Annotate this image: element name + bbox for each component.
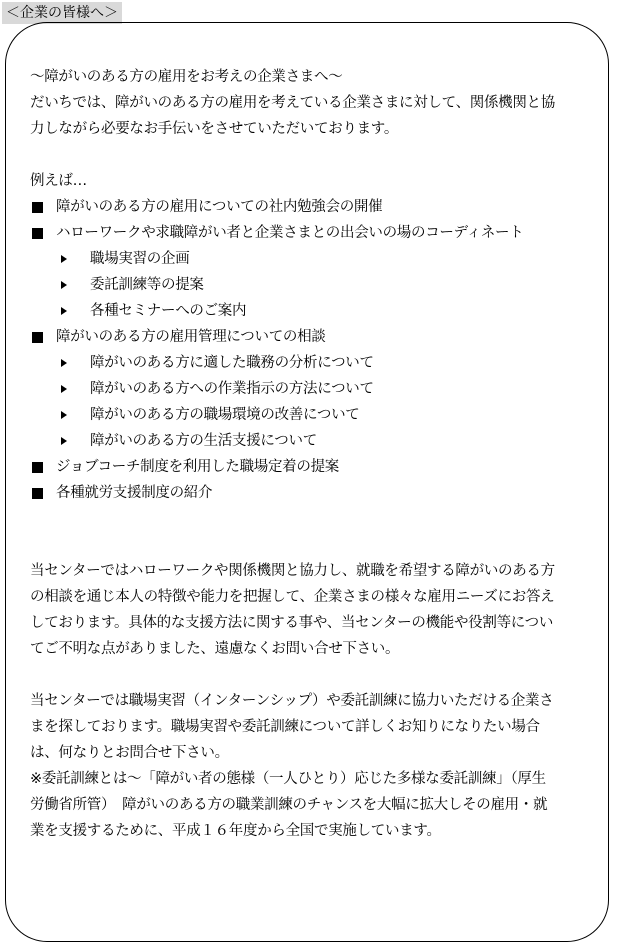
- spacer: [30, 142, 598, 168]
- paragraph-line: の相談を通じ本人の特徴や能力を把握して、企業さまの様々な雇用ニーズにお答え: [30, 589, 555, 605]
- square-bullet-icon: [32, 228, 43, 239]
- triangle-bullet-icon: [61, 255, 67, 263]
- sub-item: [30, 350, 598, 376]
- triangle-bullet-icon: [61, 281, 67, 289]
- examples-label: 例えば…: [30, 173, 87, 189]
- bullet-text: 障がいのある方の雇用管理についての相談: [56, 329, 326, 345]
- bullet-item: [30, 480, 598, 506]
- paragraph-line: は、何なりとお問合せ下さい。: [30, 745, 229, 761]
- square-bullet-icon: [32, 488, 43, 499]
- bullet-item: [30, 194, 598, 220]
- sub-item: [30, 246, 598, 272]
- bullet-item: [30, 324, 598, 350]
- note-line: ※委託訓練とは～「障がい者の態様（一人ひとり）応じた多様な委託訓練」（厚生: [30, 771, 546, 787]
- triangle-bullet-icon: [61, 411, 67, 419]
- content-body: [30, 64, 598, 844]
- sub-item: [30, 272, 598, 298]
- sub-item-text: 障がいのある方への作業指示の方法について: [90, 381, 374, 397]
- triangle-bullet-icon: [61, 359, 67, 367]
- square-bullet-icon: [32, 332, 43, 343]
- sub-item-text: 障がいのある方の職場環境の改善について: [90, 407, 360, 423]
- triangle-bullet-icon: [61, 385, 67, 393]
- spacer: [30, 662, 598, 688]
- paragraph-line: 当センターではハローワークや関係機関と協力し、就職を希望する障がいのある方: [30, 563, 555, 579]
- spacer: [30, 506, 598, 558]
- sub-item-text: 職場実習の企画: [90, 251, 190, 267]
- note-line: 業を支援するために、平成１６年度から全国で実施しています。: [30, 823, 441, 839]
- sub-item: [30, 402, 598, 428]
- sub-item-text: 障がいのある方に適した職務の分析について: [90, 355, 374, 371]
- paragraph-line: てご不明な点がありました、遠慮なくお問い合せ下さい。: [30, 641, 400, 657]
- intro-line: 力しながら必要なお手伝いをさせていただいております。: [30, 121, 399, 137]
- bullet-item: [30, 220, 598, 246]
- sub-item-text: 各種セミナーへのご案内: [90, 303, 247, 319]
- paragraph-line: 当センターでは職場実習（インターンシップ）や委託訓練に協力いただける企業さ: [30, 693, 554, 709]
- bullet-text: ジョブコーチ制度を利用した職場定着の提案: [56, 459, 339, 475]
- paragraph-line: しております。具体的な支援方法に関する事や、当センターの機能や役割等につい: [30, 615, 554, 631]
- note-line: 労働省所管） 障がいのある方の職業訓練のチャンスを大幅に拡大しその雇用・就: [30, 797, 548, 813]
- sub-item-text: 障がいのある方の生活支援について: [90, 433, 317, 449]
- sub-item: [30, 298, 598, 324]
- square-bullet-icon: [32, 202, 43, 213]
- bullet-item: [30, 454, 598, 480]
- bullet-text: ハローワークや求職障がい者と企業さまとの出会いの場のコーディネート: [56, 225, 524, 241]
- paragraph-line: まを探しております。職場実習や委託訓練について詳しくお知りになりたい場合: [30, 719, 540, 735]
- intro-heading: ～障がいのある方の雇用をお考えの企業さまへ～: [30, 69, 343, 85]
- triangle-bullet-icon: [61, 437, 67, 445]
- section-tag: ＜企業の皆様へ＞: [2, 2, 122, 24]
- bullet-text: 障がいのある方の雇用についての社内勉強会の開催: [56, 199, 383, 215]
- sub-item: [30, 376, 598, 402]
- bullet-text: 各種就労支援制度の紹介: [56, 485, 213, 501]
- square-bullet-icon: [32, 462, 43, 473]
- sub-item-text: 委託訓練等の提案: [90, 277, 204, 293]
- sub-item: [30, 428, 598, 454]
- intro-line: だいちでは、障がいのある方の雇用を考えている企業さまに対して、関係機関と協: [30, 95, 555, 111]
- triangle-bullet-icon: [61, 307, 67, 315]
